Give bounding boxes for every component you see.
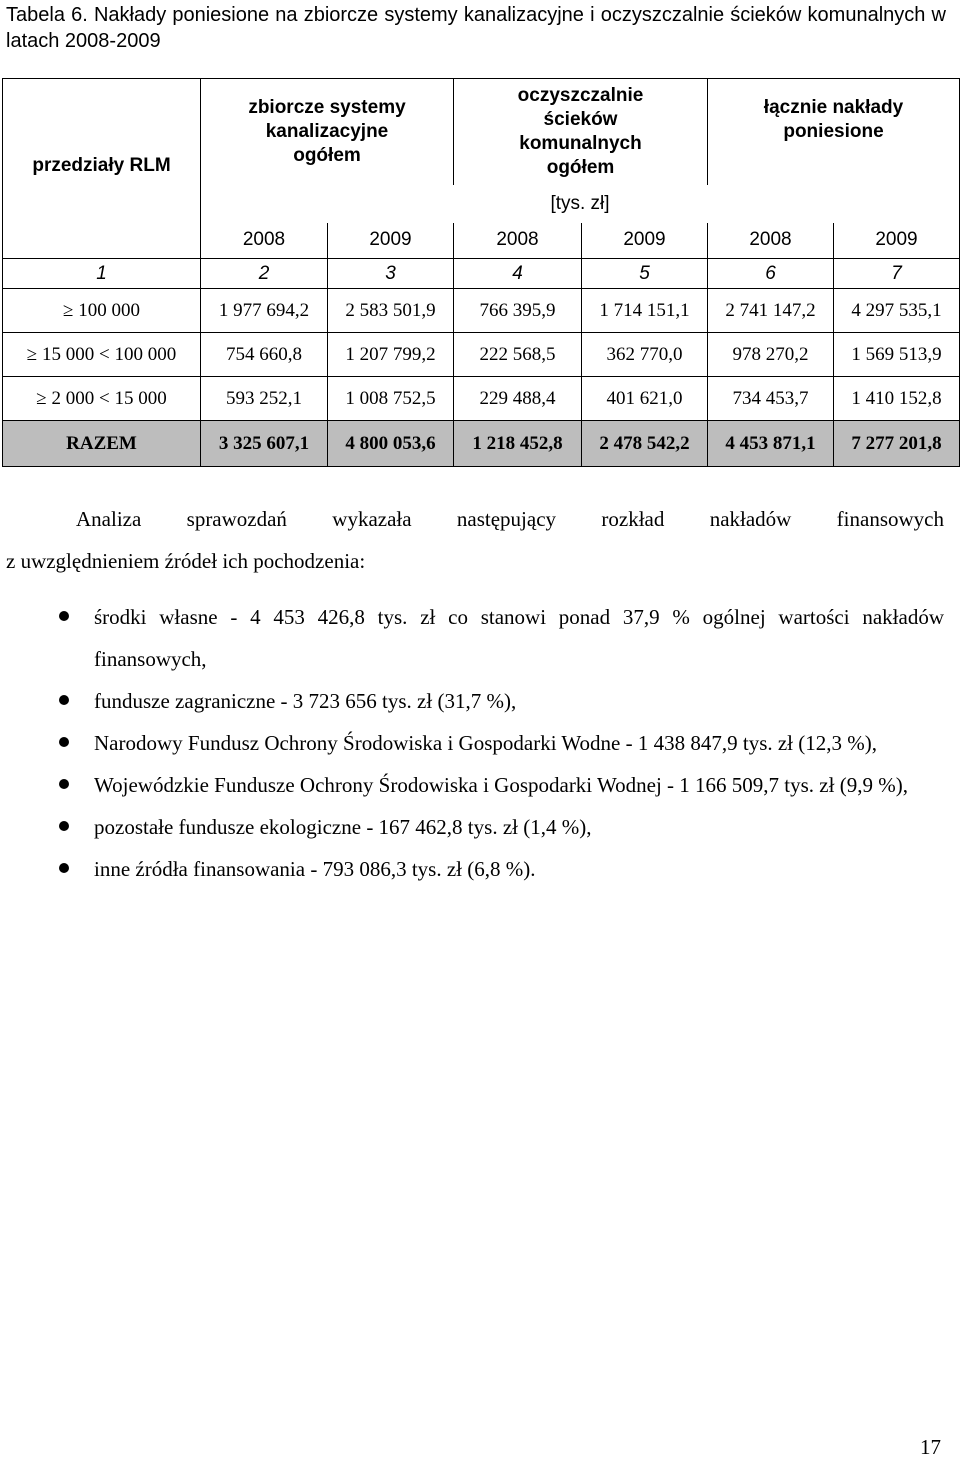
- funding-sources-list: [0, 596, 944, 890]
- table-cell: 593 252,1: [201, 377, 328, 421]
- bullet-icon: [59, 695, 69, 705]
- table-row: [3, 333, 960, 377]
- list-item: [0, 722, 944, 764]
- table-caption: Tabela 6. Nakłady poniesione na zbiorcze systemy kanalizacyjne i oczyszczalnie ścieków komunalnych w latach 2008-2009: [6, 4, 946, 52]
- list-item-text: Narodowy Fundusz Ochrony Środowiska i Gospodarki Wodne - 1 438 847,9 tys. zł (12,3 %),: [94, 731, 877, 755]
- column-number: 1: [3, 259, 201, 289]
- table-cell: 978 270,2: [708, 333, 834, 377]
- table-cell: 1 977 694,2: [201, 289, 328, 333]
- bullet-icon: [59, 779, 69, 789]
- greater-equal-sign: ≥: [63, 299, 74, 321]
- list-item: [0, 764, 944, 806]
- total-cell: 7 277 201,8: [834, 421, 960, 467]
- bullet-icon: [59, 611, 69, 621]
- table-cell: 766 395,9: [454, 289, 582, 333]
- table-cell: 2 741 147,2: [708, 289, 834, 333]
- table-cell: 401 621,0: [582, 377, 708, 421]
- header-col-a: zbiorcze systemy kanalizacyjne ogółem: [201, 79, 454, 185]
- row-label: [3, 333, 201, 377]
- list-item: [0, 596, 944, 680]
- table-cell: 1 569 513,9: [834, 333, 960, 377]
- list-item-text: Wojewódzkie Fundusze Ochrony Środowiska i Gospodarki Wodnej - 1 166 509,7 tys. zł (9,9 %),: [94, 773, 908, 797]
- header-col-b: oczyszczalnie ścieków komunalnych ogółem: [454, 79, 708, 185]
- year-header: 2008: [201, 223, 328, 259]
- year-header: 2009: [328, 223, 454, 259]
- total-cell: 4 453 871,1: [708, 421, 834, 467]
- greater-equal-sign: ≥: [26, 343, 38, 365]
- table-cell: 1 207 799,2: [328, 333, 454, 377]
- column-number: 3: [328, 259, 454, 289]
- header-col-c: łącznie nakłady poniesione: [708, 79, 960, 185]
- total-cell: 4 800 053,6: [328, 421, 454, 467]
- analysis-paragraph: [6, 498, 944, 582]
- table-cell: 2 583 501,9: [328, 289, 454, 333]
- list-item: [0, 848, 944, 890]
- column-number: 6: [708, 259, 834, 289]
- table-row: [3, 377, 960, 421]
- table-cell: 754 660,8: [201, 333, 328, 377]
- list-item: [0, 680, 944, 722]
- table-cell: 362 770,0: [582, 333, 708, 377]
- table-cell: 4 297 535,1: [834, 289, 960, 333]
- table-row: [3, 289, 960, 333]
- total-label: RAZEM: [3, 421, 201, 467]
- row-label: [3, 377, 201, 421]
- table-cell: 229 488,4: [454, 377, 582, 421]
- paragraph-line: Analiza sprawozdań wykazała następujący rozkład nakładów finansowych: [76, 507, 944, 531]
- page-number: 17: [920, 1435, 941, 1459]
- table-cell: 734 453,7: [708, 377, 834, 421]
- greater-equal-sign: ≥: [36, 387, 47, 409]
- year-header: 2008: [454, 223, 582, 259]
- row-label-text: 100 000: [78, 299, 140, 321]
- table-cell: 1 008 752,5: [328, 377, 454, 421]
- header-rlm-label: przedziały RLM: [32, 154, 171, 176]
- list-item-text: fundusze zagraniczne - 3 723 656 tys. zł (31,7 %),: [94, 689, 517, 713]
- row-label-text: 2 000 < 15 000: [51, 387, 167, 409]
- expenditure-table: [2, 78, 960, 467]
- table-cell: 222 568,5: [454, 333, 582, 377]
- total-row: [3, 421, 960, 467]
- year-header: 2008: [708, 223, 834, 259]
- list-item-text: pozostałe fundusze ekologiczne - 167 462,8 tys. zł (1,4 %),: [94, 815, 592, 839]
- paragraph-line: z uwzględnieniem źródeł ich pochodzenia:: [6, 549, 366, 573]
- table-cell: 1 410 152,8: [834, 377, 960, 421]
- list-item: [0, 806, 944, 848]
- row-label-text: 15 000 < 100 000: [41, 343, 177, 365]
- list-item-text: środki własne - 4 453 426,8 tys. zł co stanowi ponad 37,9 % ogólnej wartości nakładów finansowych,: [94, 605, 944, 671]
- year-header: 2009: [582, 223, 708, 259]
- column-number: 2: [201, 259, 328, 289]
- total-cell: 1 218 452,8: [454, 421, 582, 467]
- header-rlm: [3, 79, 201, 223]
- year-header: 2009: [834, 223, 960, 259]
- column-number: 5: [582, 259, 708, 289]
- year-blank-cell: [3, 223, 201, 259]
- total-cell: 3 325 607,1: [201, 421, 328, 467]
- column-number: 4: [454, 259, 582, 289]
- bullet-icon: [59, 737, 69, 747]
- column-number: 7: [834, 259, 960, 289]
- table-cell: 1 714 151,1: [582, 289, 708, 333]
- total-cell: 2 478 542,2: [582, 421, 708, 467]
- bullet-icon: [59, 821, 69, 831]
- list-item-text: inne źródła finansowania - 793 086,3 tys. zł (6,8 %).: [94, 857, 536, 881]
- unit-label: [tys. zł]: [201, 185, 960, 223]
- row-label: [3, 289, 201, 333]
- bullet-icon: [59, 863, 69, 873]
